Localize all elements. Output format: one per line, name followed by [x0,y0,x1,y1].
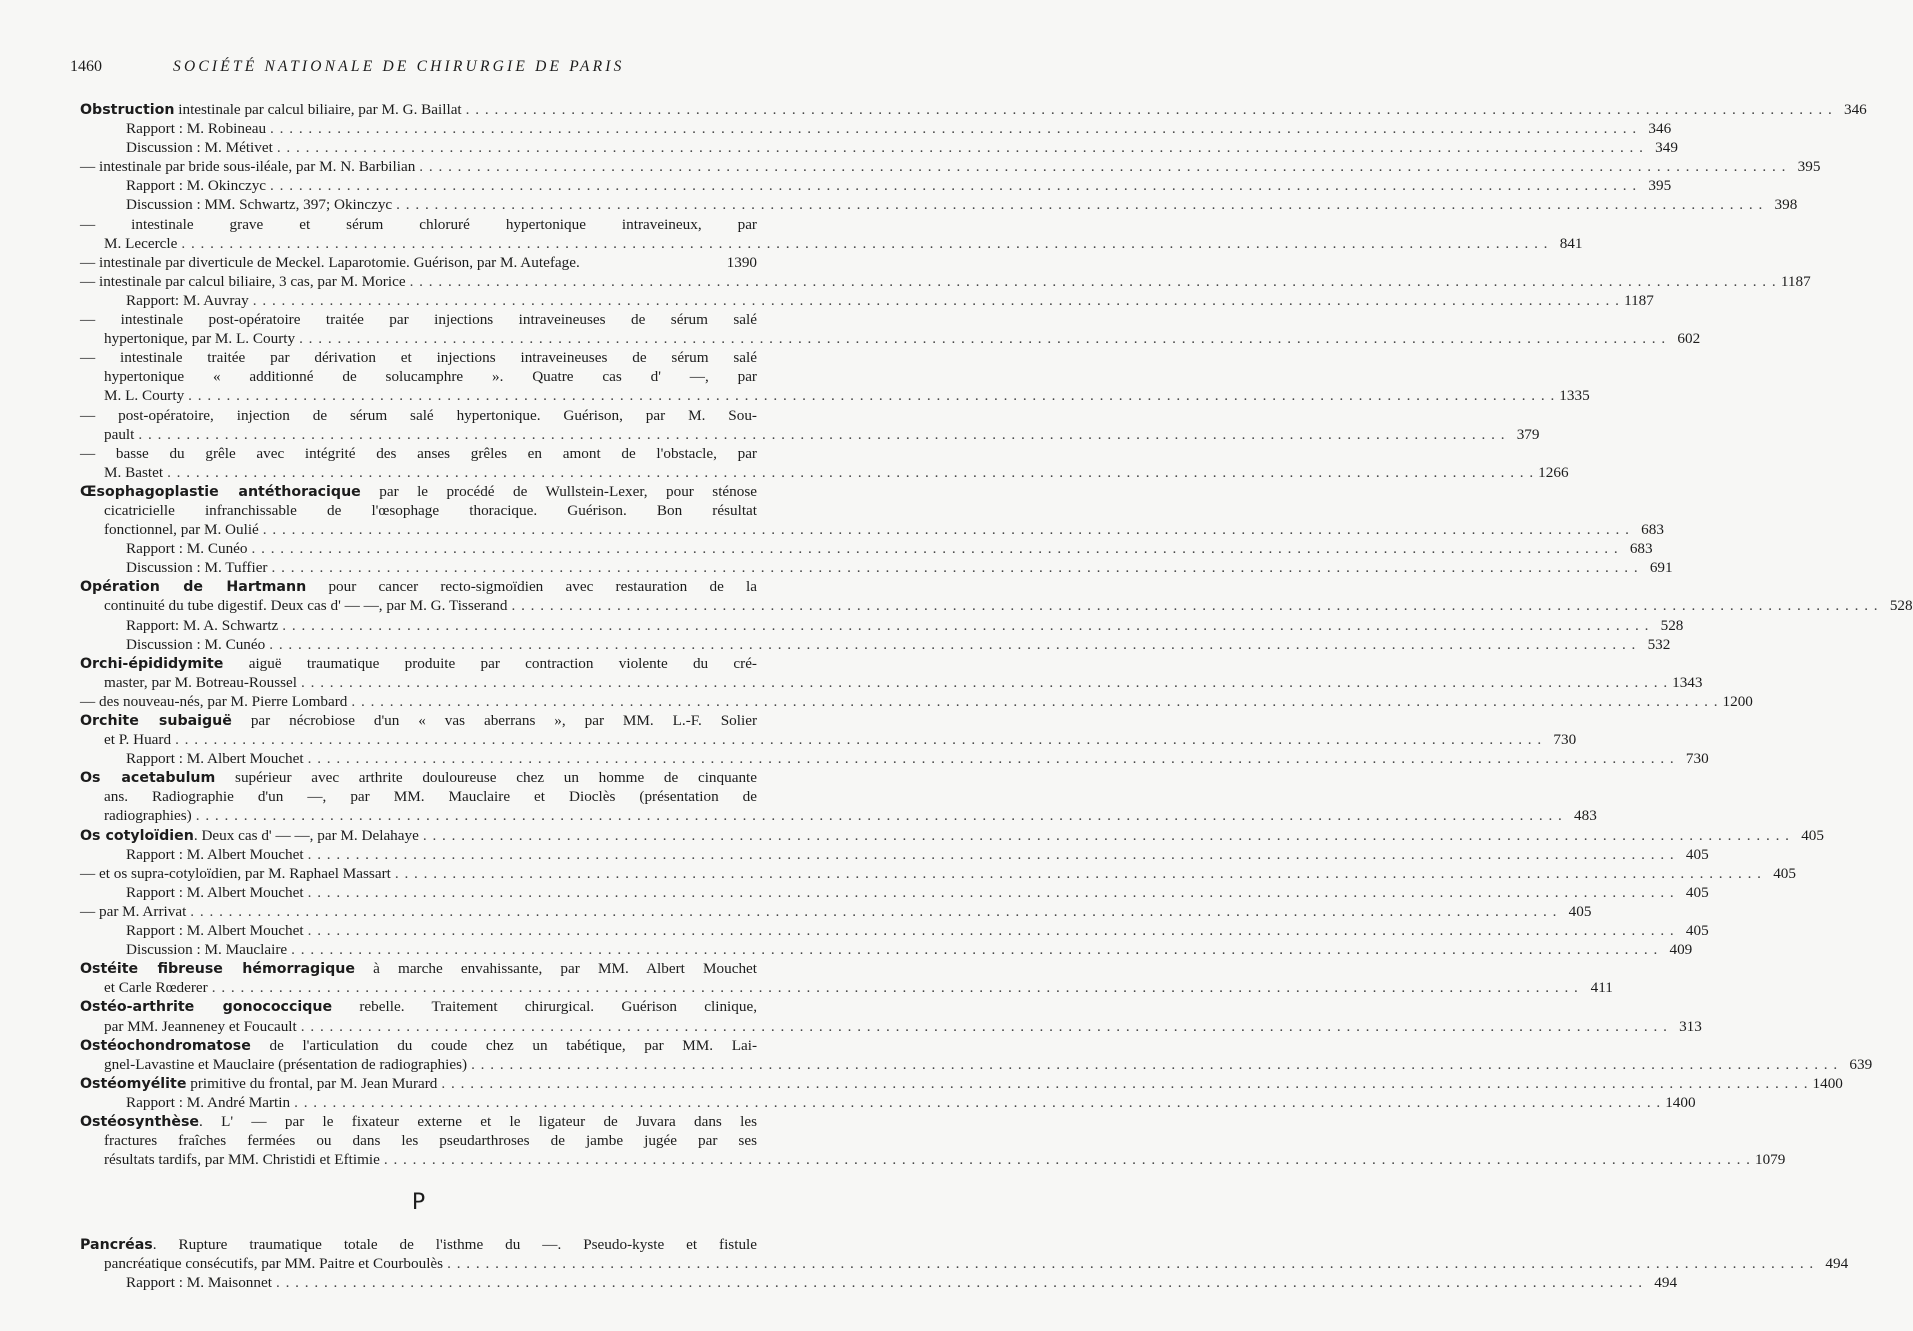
index-description: par MM. Jeanneney et Foucault [104,1017,297,1035]
index-description: pancréatique consécutifs, par MM. Paitre et Courboulès [104,1255,444,1273]
index-description: Discussion : M. Mauclaire [126,941,288,959]
dot-leader [253,291,1620,310]
index-description: M. Bastet [104,463,164,481]
dot-leader [167,463,1534,482]
dot-leader [396,195,1763,214]
index-description: — basse du grêle avec intégrité des anses grêles en amont de l'obstacle, par [80,444,757,462]
dot-leader [282,616,1649,635]
index-keyword: Ostéo-arthrite gonococcique [80,999,333,1016]
index-line [80,959,757,978]
index-line [80,1235,757,1254]
index-entry-text [126,558,268,577]
page-reference: 405 [1685,883,1709,901]
page-reference: 1335 [1559,387,1590,405]
index-entry-text [80,1037,757,1054]
page-reference: 405 [1773,864,1796,882]
index-entry-text [104,386,184,405]
index-line [80,1254,1849,1273]
index-description: Rapport : M. Albert Mouchet [126,750,304,768]
index-line [80,425,1540,444]
page-reference: 532 [1647,635,1671,653]
index-keyword: Os acetabulum [80,770,216,787]
index-description: Rapport : M. Albert Mouchet [126,922,304,940]
index-description: ans. Radiographie d'un —, par MM. Mauclaire et Dioclès (présentation de [104,788,757,806]
dot-leader [272,558,1639,577]
page-reference: 313 [1679,1017,1702,1035]
page-reference: 346 [1648,120,1672,138]
index-line [80,253,757,272]
index-description: pault [104,425,135,443]
page-reference: 528 [1889,597,1913,615]
dot-leader [301,1017,1668,1036]
dot-leader [269,635,1636,654]
index-line [80,215,757,234]
index-description: primitive du frontal, par M. Jean Murard [186,1074,438,1092]
index-keyword: Ostéomyélite [80,1075,187,1092]
index-entry-text [104,368,757,385]
index-entry-text [104,596,507,615]
page-reference: 349 [1655,139,1678,157]
index-description: — et os supra-cotyloïdien, par M. Raphael Massart [80,864,391,882]
dot-leader [419,157,1786,176]
dot-leader [212,978,1579,997]
index-entry-text [126,195,392,214]
index-description: — post-opératoire, injection de sérum salé hypertonique. Guérison, par M. Sou- [80,406,757,424]
index-entry-text [80,864,391,883]
index-line [80,730,1577,749]
page-reference: 1390 [726,253,757,271]
index-entry-text [104,673,297,692]
index-line [80,902,1592,921]
index-entry-text [80,100,462,120]
index-entry-text [104,1017,297,1036]
index-entry-text [80,445,757,462]
index-description: . Deux cas d' — —, par M. Delahaye [193,826,419,844]
index-entry-text [80,216,757,233]
index-entry-text [126,940,287,959]
index-line [80,1036,757,1055]
index-line [80,1074,1843,1093]
index-entry-text [80,272,406,291]
index-entry-text [80,349,757,366]
index-keyword: Orchite subaiguë [80,713,232,729]
index-entry-text [80,1113,757,1130]
dot-leader [175,730,1542,749]
page-reference: 409 [1669,941,1693,959]
index-line [80,291,1654,310]
index-description: résultats tardifs, par MM. Christidi et Eftimie [104,1151,380,1169]
index-line [80,1131,757,1150]
page-reference: 398 [1774,196,1798,214]
dot-leader [511,596,1878,615]
index-entry-text [80,407,757,424]
dot-leader [410,272,1777,291]
page-reference: 1187 [1624,291,1654,309]
index-entry-text [104,520,259,539]
index-description: par le procédé de Wullstein-Lexer, pour sténose [360,482,757,500]
index-entry-text [104,1254,443,1273]
index-line [80,195,1798,214]
index-description: rebelle. Traitement chirurgical. Guérison clinique, [332,998,757,1016]
index-line [80,482,757,501]
index-description: Rapport: M. A. Schwartz [126,616,279,634]
index-line [80,234,1583,253]
index-line [80,1055,1873,1074]
index-description: — intestinale traitée par dérivation et injections intraveineuses de sérum salé [80,349,757,367]
index-entry-text [104,1055,467,1074]
index-line [80,768,757,787]
index-line [80,558,1673,577]
index-description: fonctionnel, par M. Oulié [104,521,259,539]
page-reference: 683 [1641,521,1664,539]
index-description: hypertonique « additionné de solucamphre ». Quatre cas d' —, par [104,368,757,386]
index-entry-text [80,902,186,921]
index-description: Discussion : M. Tuffier [126,559,268,577]
index-list-p [80,1235,1849,1292]
page-reference: 1079 [1754,1151,1786,1169]
index-keyword: Ostéosynthèse [80,1113,200,1130]
index-keyword: Pancréas [80,1237,153,1254]
dot-leader [471,1055,1838,1074]
index-description: Rapport : M. Albert Mouchet [126,883,304,901]
index-line [80,654,757,673]
page-reference: 1343 [1672,673,1703,691]
index-line [80,386,1590,405]
page-reference: 494 [1654,1274,1678,1292]
index-description: gnel-Lavastine et Mauclaire (présentation de radiographies) [104,1055,468,1073]
index-line [80,997,757,1016]
page-reference: 683 [1629,540,1653,558]
page-reference: 602 [1677,330,1701,348]
index-description: M. Lecercle [104,234,178,252]
index-keyword: Opération de Hartmann [80,579,307,596]
index-description: Rapport : M. Cunéo [126,540,248,558]
dot-leader [423,826,1790,845]
index-description: — intestinale grave et sérum chloruré hypertonique intraveineux, par [80,215,757,233]
page-reference: 730 [1685,750,1709,768]
index-entry-text [126,845,304,864]
dot-leader [270,176,1637,195]
index-line [80,940,1693,959]
index-description: . L' — par le fixateur externe et le ligateur de Juvara dans les [199,1112,757,1130]
index-line [80,444,757,463]
page-reference: 730 [1553,731,1577,749]
index-entry-text [104,978,208,997]
running-title: SOCIÉTÉ NATIONALE DE CHIRURGIE DE PARIS [173,58,625,75]
dot-leader [308,921,1675,940]
index-description: fractures fraîches fermées ou dans les pseudarthroses de jambe jugée par ses [104,1132,757,1150]
index-description: Rapport : M. Maisonnet [126,1274,272,1292]
index-line [80,367,757,386]
index-line [80,463,1569,482]
page-reference: 691 [1649,559,1673,577]
index-description: pour cancer recto-sigmoïdien avec restauration de la [306,578,757,596]
page-reference: 1400 [1812,1074,1843,1092]
index-description: Discussion : M. Métivet [126,139,273,157]
dot-leader [276,1273,1643,1292]
dot-leader [384,1150,1751,1169]
index-description: et Carle Rœderer [104,979,208,997]
index-entry-text [126,539,248,558]
index-description: à marche envahissante, par MM. Albert Mouchet [354,960,758,978]
index-line [80,157,1821,176]
index-description: Rapport : M. André Martin [126,1093,291,1111]
index-description: master, par M. Botreau-Roussel [104,673,297,691]
index-description: Discussion : M. Cunéo [126,635,266,653]
index-line [80,119,1672,138]
index-description: continuité du tube digestif. Deux cas d' — —, par M. G. Tisserand [104,597,508,615]
index-description: Rapport: M. Auvray [126,291,249,309]
dot-leader [196,806,1563,825]
dot-leader [270,119,1637,138]
index-entry-text [126,883,304,902]
index-description: de l'articulation du coude chez un tabétique, par MM. Lai- [250,1036,757,1054]
index-entry-text [80,157,415,176]
index-description: — intestinale par calcul biliaire, 3 cas, par M. Morice [80,272,406,290]
index-entry-text [126,616,278,635]
index-entry-text [104,463,163,482]
index-line [80,883,1709,902]
page-reference: 1266 [1538,463,1569,481]
page-reference: 528 [1660,616,1684,634]
index-description: Discussion : MM. Schwartz, 397; Okinczyc [126,196,393,214]
index-description: . Rupture traumatique totale de l'isthme du —. Pseudo-kyste et fistule [152,1236,757,1254]
index-line [80,864,1796,883]
index-entry-text [126,119,266,138]
index-entry-text [104,730,171,749]
page-reference: 1200 [1722,692,1753,710]
index-entry-text [80,826,419,846]
index-entry-text [126,138,273,157]
index-line [80,577,757,596]
dot-leader [138,425,1505,444]
index-entry-text [104,329,295,348]
index-entry-text [104,425,134,444]
index-keyword: Os cotyloïdien [80,827,194,844]
index-description: aiguë traumatique produite par contraction violente du cré- [223,654,757,672]
index-description: — par M. Arrivat [80,902,187,920]
index-entry-text [80,692,347,711]
index-description: et P. Huard [104,731,172,749]
index-description: hypertonique, par M. L. Courty [104,330,296,348]
index-line [80,921,1709,940]
index-line [80,673,1703,692]
index-line [80,596,1913,615]
index-entry-text [80,1074,437,1094]
index-line [80,1017,1702,1036]
page-reference: 639 [1849,1055,1873,1073]
index-line [80,501,757,520]
index-keyword: Ostéochondromatose [80,1037,251,1054]
index-description: M. L. Courty [104,387,185,405]
dot-leader [351,692,1718,711]
index-entry-text [126,176,266,195]
page-reference: 346 [1843,101,1867,118]
index-entry-text [80,311,757,328]
dot-leader [252,539,1619,558]
page-reference: 405 [1568,902,1592,920]
page-header [70,58,710,84]
index-entry-text [80,1236,757,1253]
index-description: Rapport : M. Albert Mouchet [126,845,304,863]
index-keyword: Obstruction [80,102,175,118]
index-entry-text [126,1093,290,1112]
index-line [80,329,1701,348]
index-line [80,711,757,730]
dot-leader [263,520,1630,539]
index-entry-text [104,1150,380,1169]
index-entry-text [80,655,757,672]
index-entry-text [126,291,249,310]
index-description: par nécrobiose d'un « vas aberrans », par MM. L.-F. Solier [231,712,757,729]
index-line [80,826,1824,845]
index-line [80,787,757,806]
index-line [80,272,1811,291]
index-keyword: Orchi-épididymite [80,655,224,672]
index-line [80,692,1753,711]
index-entry-text [104,806,192,825]
page-reference: 1187 [1780,272,1811,290]
index-description: — intestinale par bride sous-iléale, par M. N. Barbilian [80,158,416,176]
index-line [80,520,1664,539]
dot-leader [277,138,1644,157]
page-reference: 1400 [1665,1093,1696,1111]
index-line [80,616,1684,635]
dot-leader [181,234,1548,253]
dot-leader [308,749,1675,768]
page-reference: 405 [1685,922,1709,940]
index-line [80,1112,757,1131]
index-line [80,635,1671,654]
page-reference: 405 [1685,845,1709,863]
dot-leader [395,864,1762,883]
index-list-o [80,100,1913,1169]
dot-leader [294,1093,1661,1112]
dot-leader [299,329,1666,348]
index-line [80,806,1597,825]
dot-leader [188,386,1555,405]
index-entry-text [126,921,304,940]
index-line [80,978,1613,997]
index-description: — intestinale post-opératoire traitée par injections intraveineuses de sérum salé [80,311,757,329]
index-line [80,138,1678,157]
page-reference: 483 [1574,807,1597,825]
index-line [80,310,757,329]
dot-leader [308,883,1675,902]
index-line [80,1273,1678,1292]
index-entry-text [104,788,757,805]
index-entry-text [80,578,757,595]
index-entry-text [80,483,757,500]
index-description: Rapport : M. Robineau [126,120,267,138]
index-line [80,845,1709,864]
index-description: — intestinale par diverticule de Meckel. Laparotomie. Guérison, par M. Autefage. [80,253,580,271]
index-entry-text [104,1132,757,1149]
dot-leader [190,902,1557,921]
index-entry-text [126,749,304,768]
index-line [80,749,1709,768]
index-entry-text [80,998,757,1015]
page-reference: 405 [1801,826,1824,844]
dot-leader [466,100,1833,119]
dot-leader [447,1254,1814,1273]
index-line [80,176,1672,195]
index-entry-text [80,712,757,729]
page-reference: 395 [1797,158,1821,176]
index-description: radiographies) [104,807,192,825]
index-line [80,348,757,367]
index-description: intestinale par calcul biliaire, par M. G. Baillat [174,101,462,118]
index-line [80,100,1867,119]
dot-leader [301,673,1668,692]
dot-leader [308,845,1675,864]
dot-leader [441,1074,1808,1093]
index-keyword: Ostéite fibreuse hémorragique [80,961,355,978]
index-entry-text [104,234,177,253]
page-reference: 494 [1825,1255,1849,1273]
page-reference: 379 [1516,425,1540,443]
page-reference: 411 [1590,979,1613,997]
index-entry-text [80,960,757,977]
index-entry-text [104,502,757,519]
page-number: 1460 [70,58,102,75]
index-line [80,406,757,425]
index-line [80,539,1653,558]
index-description: supérieur avec arthrite douloureuse chez un homme de cinquante [215,769,757,787]
page-reference: 841 [1559,234,1583,252]
page-reference: 395 [1648,177,1672,195]
index-entry-text [80,769,757,786]
section-letter: P [411,1190,426,1216]
index-entry-text [126,635,265,654]
index-entry-text [126,1273,272,1292]
index-description: cicatricielle infranchissable de l'œsophage thoracique. Guérison. Bon résultat [104,501,757,519]
index-description: Rapport : M. Okinczyc [126,177,267,195]
index-content [80,100,1913,1293]
index-line [80,1093,1696,1112]
index-description: — des nouveau-nés, par M. Pierre Lombard [80,692,348,710]
index-line [80,1150,1786,1169]
index-entry-text [80,253,580,272]
dot-leader [291,940,1658,959]
index-keyword: Œsophagoplastie antéthoracique [80,483,361,500]
